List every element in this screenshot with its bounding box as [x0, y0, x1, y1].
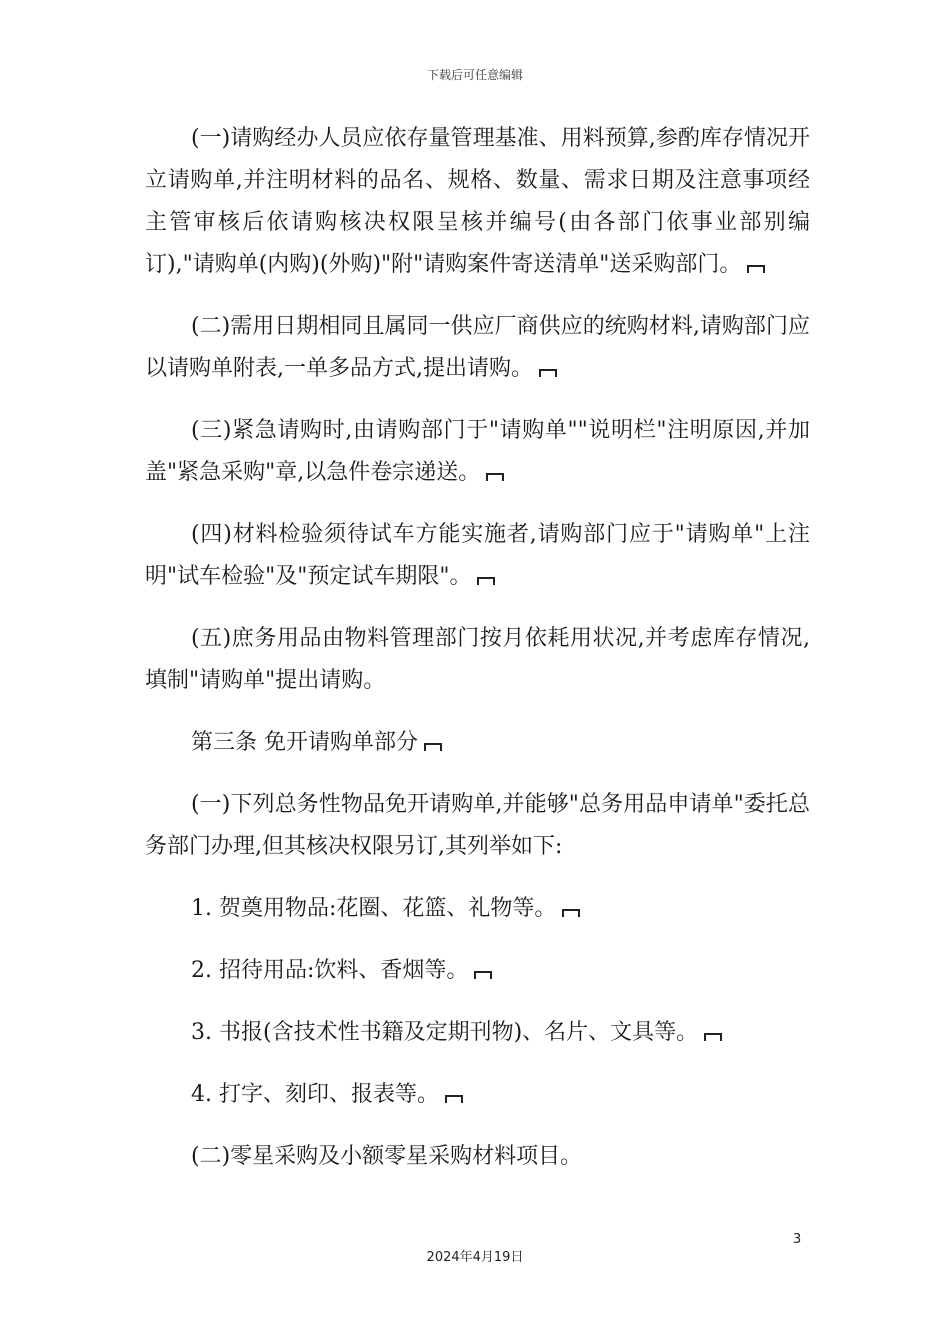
paragraph-mark-icon: [477, 577, 495, 585]
list-item: [145, 950, 810, 992]
paragraph-text: (五)庶务用品由物料管理部门按月依耗用状况,并考虑库存情况,填制"请购单"提出请购。: [145, 626, 810, 693]
paragraph-mark-icon: [539, 369, 557, 377]
paragraph: [145, 784, 810, 868]
list-item-text: 2. 招待用品:饮料、香烟等。: [191, 958, 469, 983]
paragraph-mark-icon: [704, 1033, 722, 1041]
paragraph-mark-icon: [474, 971, 492, 979]
list-item-text: 1. 贺奠用物品:花圈、花篮、礼物等。: [191, 896, 557, 921]
list-item-text: 4. 打字、刻印、报表等。: [191, 1082, 439, 1107]
paragraph: [145, 410, 810, 494]
paragraph-mark-icon: [747, 265, 765, 273]
section-heading-text: 第三条 免开请购单部分: [191, 730, 418, 755]
list-item: [145, 1012, 810, 1054]
paragraph: [145, 1136, 810, 1178]
paragraph-text: (一)下列总务性物品免开请购单,并能够"总务用品申请单"委托总务部门办理,但其核决权限另订,其列举如下:: [145, 792, 810, 859]
list-item: [145, 1074, 810, 1116]
paragraph-mark-icon: [445, 1095, 463, 1103]
paragraph-mark-icon: [424, 743, 442, 751]
paragraph-text: (三)紧急请购时,由请购部门于"请购单""说明栏"注明原因,并加盖"紧急采购"章,以急件卷宗递送。: [145, 418, 810, 485]
page-number: 3: [793, 1232, 802, 1247]
page-footer-date: 2024年4月19日: [426, 1250, 524, 1265]
section-heading: [145, 722, 810, 764]
paragraph-text: (二)零星采购及小额零星采购材料项目。: [191, 1144, 583, 1169]
paragraph-text: (二)需用日期相同且属同一供应厂商供应的统购材料,请购部门应以请购单附表,一单多品方式,提出请购。: [145, 314, 810, 381]
paragraph: [145, 618, 810, 702]
list-item-text: 3. 书报(含技术性书籍及定期刊物)、名片、文具等。: [191, 1020, 699, 1045]
paragraph: [145, 306, 810, 390]
list-item: [145, 888, 810, 930]
paragraph: [145, 514, 810, 598]
paragraph: [145, 118, 810, 286]
page-header: 下载后可任意编辑: [426, 68, 523, 82]
paragraph-text: (四)材料检验须待试车方能实施者,请购部门应于"请购单"上注明"试车检验"及"预定试车期限"。: [145, 522, 810, 589]
paragraph-text: (一)请购经办人员应依存量管理基准、用料预算,参酌库存情况开立请购单,并注明材料的品名、规格、数量、需求日期及注意事项经主管审核后依请购核决权限呈核并编号(由各部门依事业部别编订),"请购单(内购)(外购)"附"请购案件寄送清单"送采购部门。: [145, 126, 810, 277]
paragraph-mark-icon: [486, 473, 504, 481]
document-body: [145, 118, 810, 1198]
paragraph-mark-icon: [562, 909, 580, 917]
